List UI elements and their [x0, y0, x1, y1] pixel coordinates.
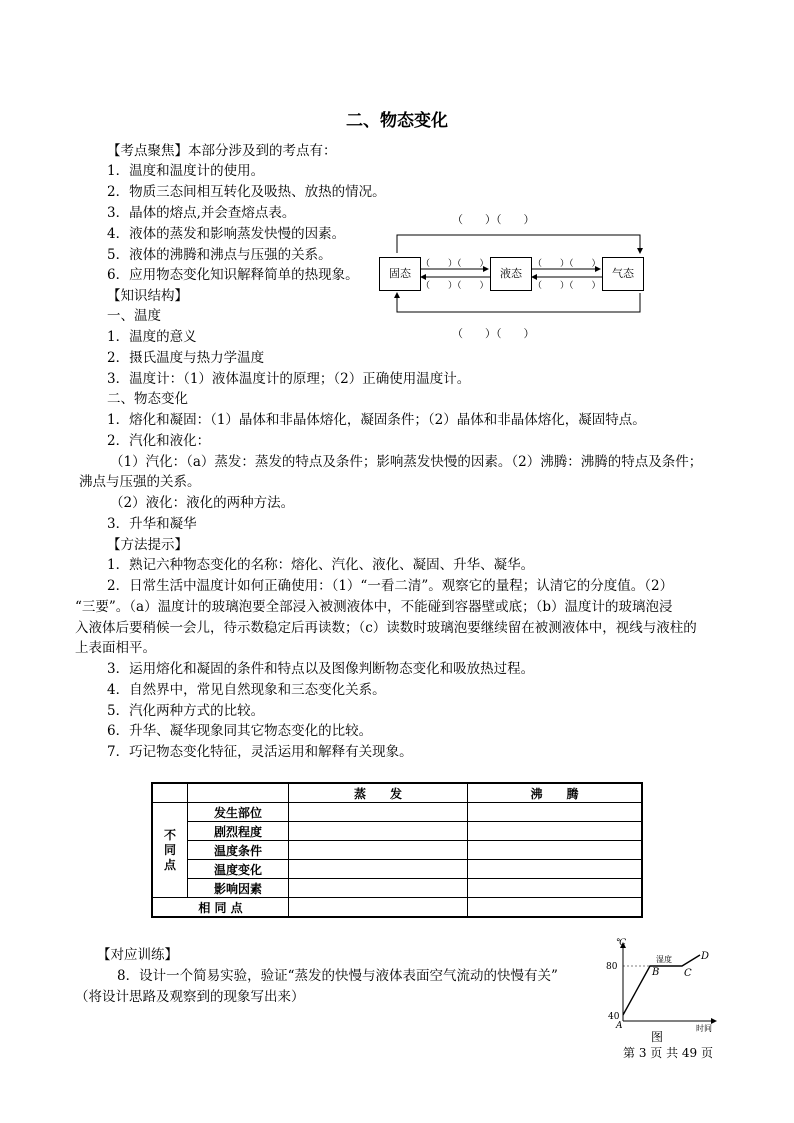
table-cell: [289, 803, 468, 822]
method-item: 7．巧记物态变化特征，灵活运用和解释有关现象。: [107, 744, 413, 760]
state-gas: 气态: [602, 257, 644, 291]
structure-item: 3．温度计：（1）液体温度计的原理；（2）正确使用温度计。: [107, 371, 471, 387]
question-8-line: （将设计思路及观察到的现象写出来）: [75, 989, 305, 1005]
comparison-table: [151, 782, 643, 918]
blank-liquid-gas-top: （ ）（ ）: [533, 259, 601, 269]
structure-item: （2）液化：液化的两种方法。: [110, 495, 295, 511]
focus-item: 5．液体的沸腾和沸点与压强的关系。: [107, 247, 332, 263]
table-cell: [468, 860, 643, 879]
row-label: 剧烈程度: [188, 822, 289, 841]
training-header: 【对应训练】: [97, 947, 178, 963]
method-item: 上表面相平。: [75, 640, 156, 656]
focus-item: 3．晶体的熔点,并会查熔点表。: [107, 205, 296, 221]
structure-item: 1．熔化和凝固：（1）晶体和非晶体熔化，凝固条件；（2）晶体和非晶体熔化，凝固特点。: [107, 412, 646, 428]
table-corner: [152, 783, 188, 803]
graph-caption: 图: [651, 1030, 664, 1044]
table-cell: [289, 860, 468, 879]
graph-x-axis-label: 时间: [696, 1024, 712, 1033]
graph-point-a: A: [616, 1021, 623, 1031]
section-heading: 二、物态变化: [107, 391, 188, 407]
method-item: 6．升华、凝华现象同其它物态变化的比较。: [107, 723, 373, 739]
header-boiling: 沸 腾: [468, 783, 643, 803]
table-cell: [289, 879, 468, 898]
graph-point-b: B: [652, 967, 660, 978]
table-cell: [289, 822, 468, 841]
page-footer: 第 3 页 共 49 页: [623, 1046, 713, 1060]
method-item: 3．运用熔化和凝固的条件和特点以及图像判断物态变化和吸放热过程。: [107, 661, 535, 677]
row-label: 温度条件: [188, 841, 289, 860]
method-item: 入液体后要稍候一会儿，待示数稳定后再读数；（c）读数时玻璃泡要继续留在被测液体中，视线与液柱的: [75, 620, 697, 636]
page-title: 二、物态变化: [346, 111, 448, 131]
structure-item: 2．摄氏温度与热力学温度: [107, 350, 265, 366]
table-corner: [188, 783, 289, 803]
table-cell: [468, 803, 643, 822]
table-cell: [289, 841, 468, 860]
table-cell: [468, 898, 643, 918]
table-cell: [468, 879, 643, 898]
focus-item: 1．温度和温度计的使用。: [107, 163, 265, 179]
graph-state-label: 湿度: [656, 955, 672, 964]
blank-bottom: （ ）（ ）: [452, 327, 535, 340]
blank-solid-liquid-top: （ ）（ ）: [421, 259, 489, 269]
row-label: 影响因素: [188, 879, 289, 898]
blank-solid-liquid-bottom: （ ）（ ）: [421, 281, 489, 291]
method-item: “三要”。（a）温度计的玻璃泡要全部浸入被测液体中，不能碰到容器壁或底；（b）温度计的玻璃泡浸: [75, 599, 673, 615]
structure-header: 【知识结构】: [107, 288, 188, 304]
group-label-differences: 不 同 点: [152, 803, 188, 898]
method-item: 2．日常生活中温度计如何正确使用：（1）“一看二清”。观察它的量程；认清它的分度值。（2）: [107, 578, 674, 594]
method-item: 4．自然界中，常见自然现象和三态变化关系。: [107, 682, 386, 698]
table-cell: [289, 898, 468, 918]
temperature-graph: [604, 935, 724, 1035]
method-item: 5．汽化两种方式的比较。: [107, 703, 265, 719]
structure-item: 沸点与压强的关系。: [79, 474, 201, 490]
row-label: 发生部位: [188, 803, 289, 822]
section-heading: 一、温度: [107, 308, 161, 324]
structure-item: 1．温度的意义: [107, 329, 197, 345]
question-8-line: 8．设计一个简易实验，验证“蒸发的快慢与液体表面空气流动的快慢有关”: [117, 968, 558, 984]
blank-liquid-gas-bottom: （ ）（ ）: [533, 281, 601, 291]
graph-y-tick: 40: [608, 1012, 620, 1022]
table-cell: [468, 822, 643, 841]
focus-item: 4．液体的蒸发和影响蒸发快慢的因素。: [107, 226, 346, 242]
focus-item: 2．物质三态间相互转化及吸热、放热的情况。: [107, 184, 386, 200]
graph-y-axis-label: ℃: [616, 938, 627, 948]
focus-item: 6．应用物态变化知识解释简单的热现象。: [107, 267, 359, 283]
graph-point-c: C: [684, 968, 692, 979]
structure-item: （1）汽化：（a）蒸发：蒸发的特点及条件；影响蒸发快慢的因素。（2）沸腾：沸腾的特点及条件；: [110, 454, 703, 470]
row-label: 温度变化: [188, 860, 289, 879]
table-cell: [468, 841, 643, 860]
state-liquid: 液态: [490, 257, 532, 291]
method-header: 【方法提示】: [107, 537, 188, 553]
header-evaporation: 蒸 发: [289, 783, 468, 803]
focus-header: 【考点聚焦】本部分涉及到的考点有：: [107, 143, 337, 159]
graph-point-d: D: [701, 951, 710, 962]
row-label-same: 相 同 点: [152, 898, 289, 918]
structure-item: 3．升华和凝华: [107, 516, 197, 532]
method-item: 1．熟记六种物态变化的名称：熔化、汽化、液化、凝固、升华、凝华。: [107, 557, 535, 573]
blank-top: （ ）（ ）: [452, 213, 535, 226]
structure-item: 2．汽化和液化：: [107, 433, 211, 449]
graph-y-tick: 80: [606, 962, 618, 972]
state-solid: 固态: [379, 257, 421, 291]
